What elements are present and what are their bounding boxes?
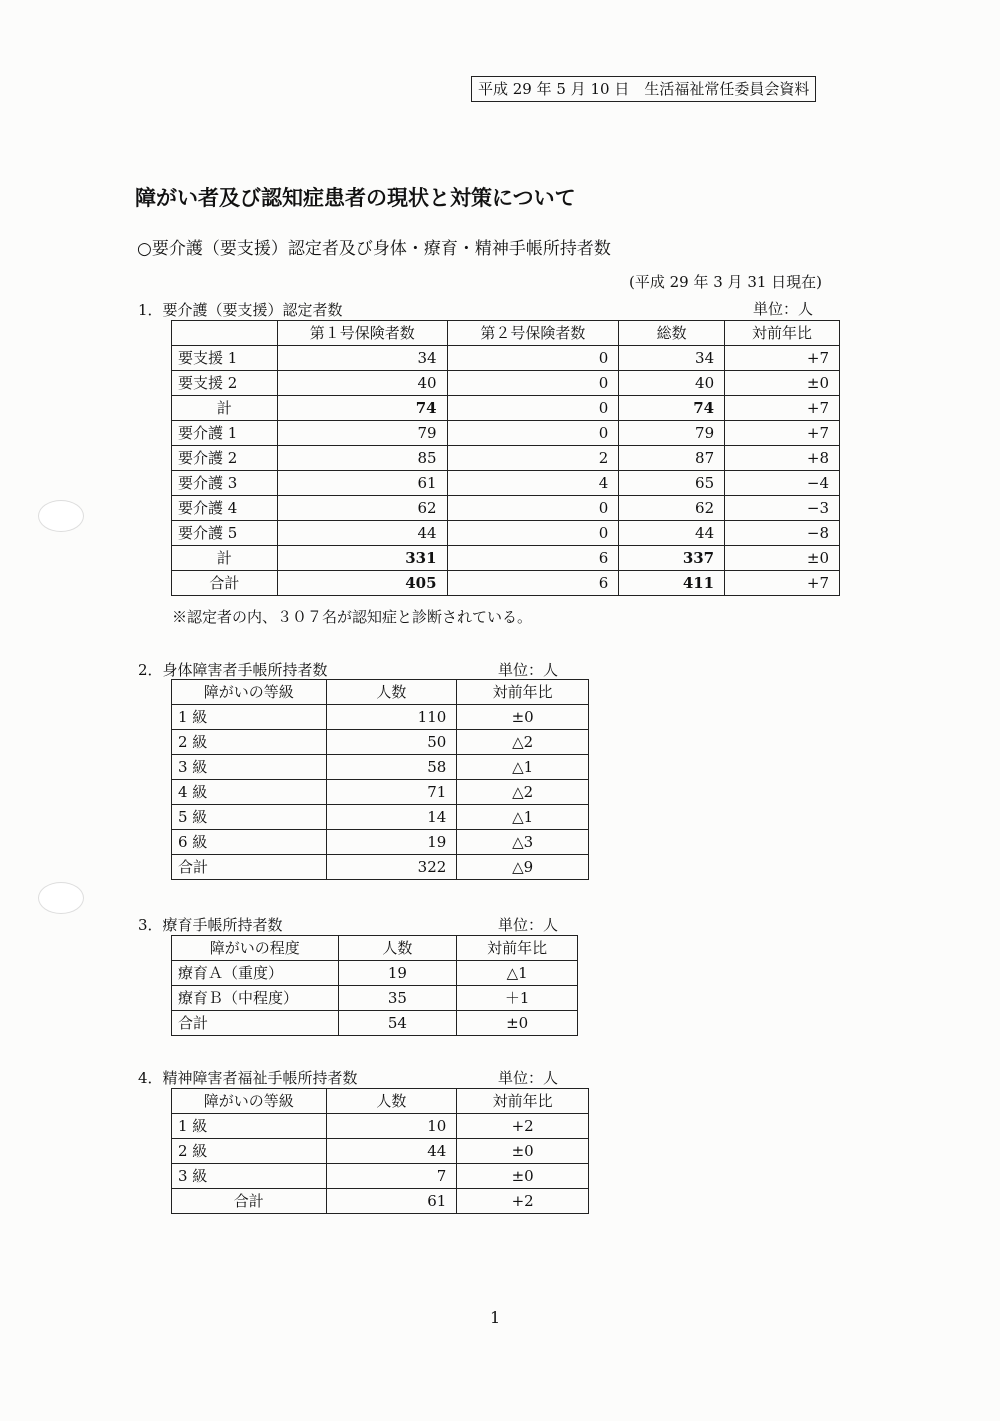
table-row — [172, 1164, 589, 1189]
table-cell: 7 — [326, 1164, 457, 1189]
table-row — [172, 496, 840, 521]
table-cell: △1 — [457, 961, 578, 986]
section1-note: ※認定者の内、３０７名が認知症と診断されている。 — [172, 608, 533, 626]
column-header: 総数 — [619, 321, 725, 346]
table-cell: 6 — [447, 571, 619, 596]
table-cell: 10 — [326, 1114, 457, 1139]
table-cell: 337 — [619, 546, 725, 571]
table-cell: 87 — [619, 446, 725, 471]
table-cell: ±0 — [457, 1139, 589, 1164]
table-cell: 3 級 — [172, 755, 327, 780]
mental-disability-table — [171, 1088, 589, 1214]
column-header: 障がいの等級 — [172, 1089, 327, 1114]
table-cell: 0 — [447, 371, 619, 396]
table-cell: 85 — [277, 446, 447, 471]
column-header: 対前年比 — [457, 936, 578, 961]
table-cell: +8 — [725, 446, 840, 471]
table-cell: 要介護 1 — [172, 421, 278, 446]
table-cell: 110 — [326, 705, 457, 730]
table-cell: ±0 — [725, 546, 840, 571]
table-cell: 療育Ｂ（中程度） — [172, 986, 339, 1011]
table-cell: 1 級 — [172, 705, 327, 730]
table-cell: 6 — [447, 546, 619, 571]
table-cell: 74 — [619, 396, 725, 421]
table-cell: 療育Ａ（重度） — [172, 961, 339, 986]
table-cell: △1 — [457, 805, 589, 830]
table-cell: 0 — [447, 346, 619, 371]
column-header: 人数 — [326, 680, 457, 705]
section1-heading: 1．要介護（要支援）認定者数 — [138, 301, 343, 319]
table-cell: 44 — [619, 521, 725, 546]
table-header-row — [172, 936, 578, 961]
table-row — [172, 521, 840, 546]
table-cell: 61 — [277, 471, 447, 496]
table-cell: 34 — [619, 346, 725, 371]
table-row — [172, 1189, 589, 1214]
table-row — [172, 705, 589, 730]
table-cell: 2 級 — [172, 1139, 327, 1164]
table-row — [172, 421, 840, 446]
table-row — [172, 805, 589, 830]
table-row — [172, 1011, 578, 1036]
column-header — [172, 321, 278, 346]
table-cell: △1 — [457, 755, 589, 780]
table-cell: 1 級 — [172, 1114, 327, 1139]
table-cell: △2 — [457, 780, 589, 805]
table-cell: 62 — [619, 496, 725, 521]
table-cell: 50 — [326, 730, 457, 755]
table-cell: 35 — [338, 986, 457, 1011]
table-cell: 要介護 3 — [172, 471, 278, 496]
page-number: 1 — [490, 1308, 501, 1327]
table-cell: △9 — [457, 855, 589, 880]
table-cell: 要介護 5 — [172, 521, 278, 546]
column-header: 第２号保険者数 — [447, 321, 619, 346]
section4-unit: 単位：人 — [498, 1069, 559, 1087]
table-cell: 74 — [277, 396, 447, 421]
table-row — [172, 1139, 589, 1164]
table-cell: 62 — [277, 496, 447, 521]
column-header: 障がいの等級 — [172, 680, 327, 705]
column-header: 対前年比 — [457, 1089, 589, 1114]
table-cell: 0 — [447, 421, 619, 446]
table-cell: 計 — [172, 396, 278, 421]
table-cell: ±0 — [457, 1011, 578, 1036]
table-cell: 79 — [619, 421, 725, 446]
table-row — [172, 396, 840, 421]
table-cell: 合計 — [172, 1189, 327, 1214]
table-cell: 合計 — [172, 1011, 339, 1036]
section2-heading: 2．身体障害者手帳所持者数 — [138, 661, 328, 679]
table-cell: 71 — [326, 780, 457, 805]
table-cell: 4 級 — [172, 780, 327, 805]
table-cell: △3 — [457, 830, 589, 855]
table-cell: 2 級 — [172, 730, 327, 755]
table-cell: 411 — [619, 571, 725, 596]
table-cell: 19 — [338, 961, 457, 986]
table-cell: 0 — [447, 396, 619, 421]
table-cell: +2 — [457, 1189, 589, 1214]
table-row — [172, 986, 578, 1011]
table-cell: +7 — [725, 571, 840, 596]
table-cell: 3 級 — [172, 1164, 327, 1189]
table-row — [172, 780, 589, 805]
column-header: 人数 — [338, 936, 457, 961]
table-cell: 要介護 4 — [172, 496, 278, 521]
column-header: 対前年比 — [725, 321, 840, 346]
table-cell: 54 — [338, 1011, 457, 1036]
punch-hole-mark — [38, 500, 84, 532]
table-cell: +2 — [457, 1114, 589, 1139]
section1-unit: 単位：人 — [753, 300, 814, 318]
table-row — [172, 961, 578, 986]
table-cell: 44 — [277, 521, 447, 546]
table-row — [172, 546, 840, 571]
column-header: 人数 — [326, 1089, 457, 1114]
table-row — [172, 371, 840, 396]
table-header-row — [172, 321, 840, 346]
punch-hole-mark — [38, 882, 84, 914]
table-cell: ±0 — [725, 371, 840, 396]
table-cell: 6 級 — [172, 830, 327, 855]
table-cell: 19 — [326, 830, 457, 855]
table-cell: 要支援 1 — [172, 346, 278, 371]
care-certification-table — [171, 320, 840, 596]
table-cell: −4 — [725, 471, 840, 496]
table-row — [172, 571, 840, 596]
table-cell: 61 — [326, 1189, 457, 1214]
table-header-row — [172, 680, 589, 705]
table-cell: 5 級 — [172, 805, 327, 830]
table-cell: 計 — [172, 546, 278, 571]
table-row — [172, 830, 589, 855]
table-cell: 0 — [447, 521, 619, 546]
table-cell: 322 — [326, 855, 457, 880]
table-cell: −8 — [725, 521, 840, 546]
table-cell: 14 — [326, 805, 457, 830]
table-cell: 0 — [447, 496, 619, 521]
table-cell: 要介護 2 — [172, 446, 278, 471]
table-cell: 331 — [277, 546, 447, 571]
section2-unit: 単位：人 — [498, 661, 559, 679]
table-cell: 44 — [326, 1139, 457, 1164]
table-cell: +7 — [725, 396, 840, 421]
table-row — [172, 855, 589, 880]
page-title: 障がい者及び認知症患者の現状と対策について — [135, 186, 576, 210]
section3-unit: 単位：人 — [498, 916, 559, 934]
table-cell: ±0 — [457, 1164, 589, 1189]
table-cell: 要支援 2 — [172, 371, 278, 396]
table-cell: +7 — [725, 421, 840, 446]
table-cell: 65 — [619, 471, 725, 496]
table-cell: 4 — [447, 471, 619, 496]
table-cell: 40 — [277, 371, 447, 396]
table-cell: 合計 — [172, 855, 327, 880]
page-subtitle: ○要介護（要支援）認定者及び身体・療育・精神手帳所持者数 — [137, 239, 611, 259]
rehabilitation-table — [171, 935, 578, 1036]
table-row — [172, 730, 589, 755]
physical-disability-table — [171, 679, 589, 880]
table-cell: △2 — [457, 730, 589, 755]
table-cell: 合計 — [172, 571, 278, 596]
table-row — [172, 755, 589, 780]
table-cell: ＋1 — [457, 986, 578, 1011]
table-row — [172, 346, 840, 371]
table-cell: 40 — [619, 371, 725, 396]
table-cell: 2 — [447, 446, 619, 471]
column-header: 障がいの程度 — [172, 936, 339, 961]
column-header: 第１号保険者数 — [277, 321, 447, 346]
table-cell: ±0 — [457, 705, 589, 730]
table-cell: 58 — [326, 755, 457, 780]
table-cell: 34 — [277, 346, 447, 371]
section4-heading: 4．精神障害者福祉手帳所持者数 — [138, 1069, 358, 1087]
table-cell: 79 — [277, 421, 447, 446]
table-cell: +7 — [725, 346, 840, 371]
table-row — [172, 446, 840, 471]
as-of-date: (平成 29 年 3 月 31 日現在) — [629, 273, 823, 291]
table-row — [172, 1114, 589, 1139]
table-cell: −3 — [725, 496, 840, 521]
section3-heading: 3．療育手帳所持者数 — [138, 916, 283, 934]
table-header-row — [172, 1089, 589, 1114]
document-header: 平成 29 年 5 月 10 日 生活福祉常任委員会資料 — [471, 76, 816, 102]
table-cell: 405 — [277, 571, 447, 596]
column-header: 対前年比 — [457, 680, 589, 705]
table-row — [172, 471, 840, 496]
